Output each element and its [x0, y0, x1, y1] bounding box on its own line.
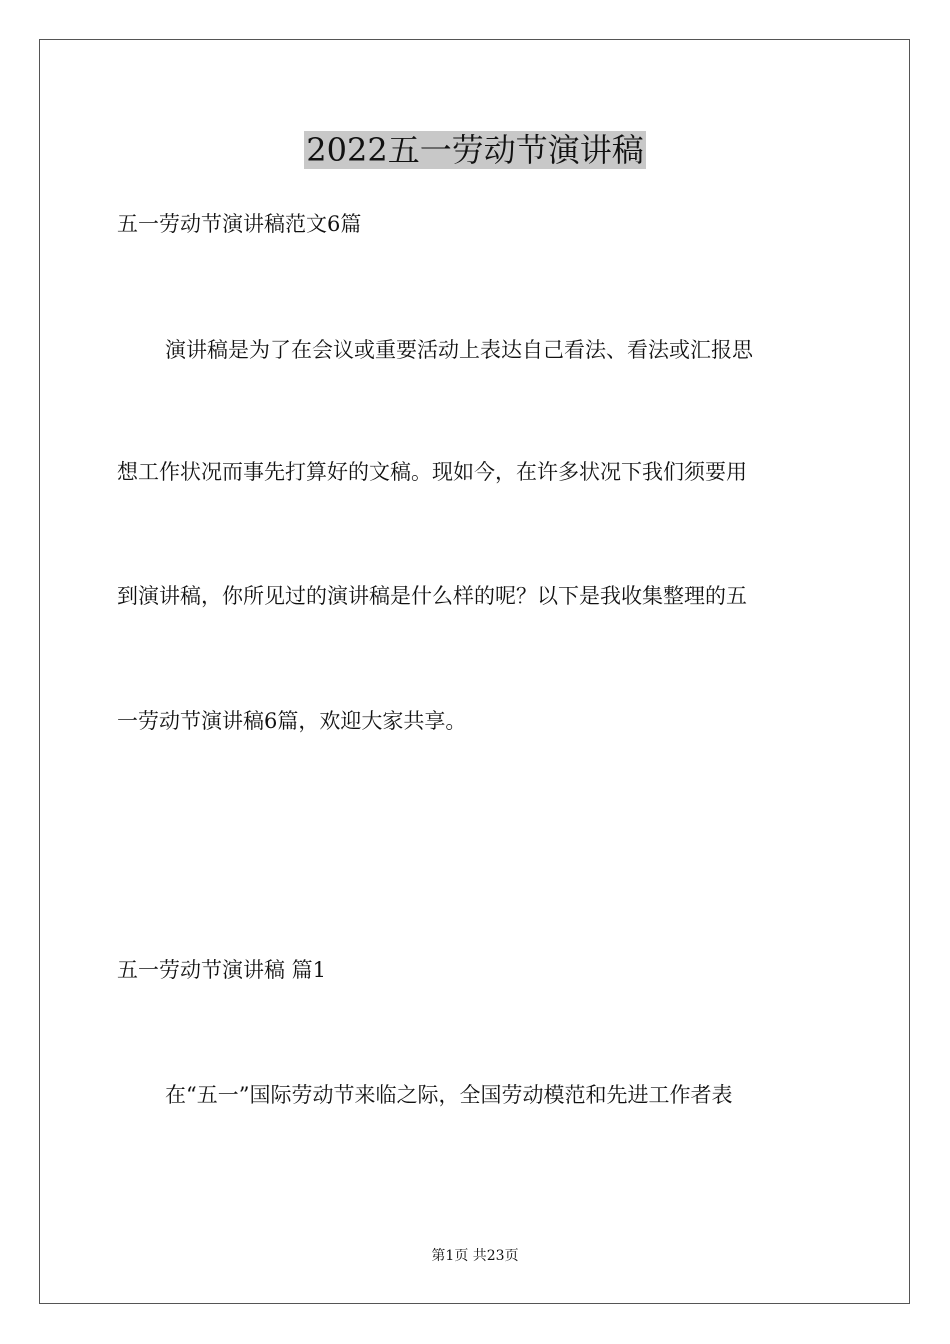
- title-highlight: 2022五一劳动节演讲稿: [306, 131, 644, 169]
- document-subtitle: 五一劳动节演讲稿范文6篇: [117, 212, 362, 236]
- intro-line-1: 演讲稿是为了在会议或重要活动上表达自己看法、看法或汇报思: [165, 338, 753, 362]
- page-footer: 第1页 共23页: [431, 1248, 519, 1264]
- intro-line-3: 到演讲稿，你所见过的演讲稿是什么样的呢？以下是我收集整理的五: [117, 584, 747, 608]
- section-heading: 五一劳动节演讲稿 篇1: [117, 958, 327, 982]
- intro-line-4: 一劳动节演讲稿6篇，欢迎大家共享。: [117, 709, 467, 733]
- section-paragraph-line-1: 在“五一”国际劳动节来临之际，全国劳动模范和先进工作者表: [165, 1083, 733, 1107]
- document-title: [0, 128, 950, 172]
- intro-line-2: 想工作状况而事先打算好的文稿。现如今，在许多状况下我们须要用: [117, 460, 747, 484]
